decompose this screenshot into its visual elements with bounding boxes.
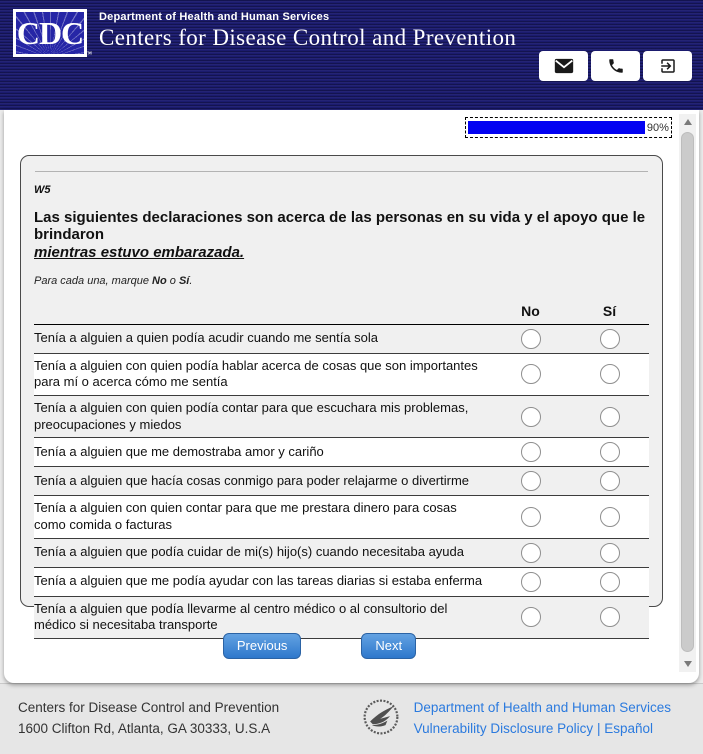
- si-cell: [570, 442, 649, 462]
- statement-text: Tenía a alguien a quien podía acudir cuando me sentía sola: [34, 330, 379, 346]
- question-heading-line2: mientras estuvo embarazada.: [34, 243, 245, 261]
- table-row: [34, 539, 649, 568]
- department-line: Department of Health and Human Services: [99, 11, 330, 23]
- phone-icon: [607, 57, 625, 75]
- statement-text: Tenía a alguien con quien podía hablar acerca de cosas que son importantes para mí o acerca cómo me sentía: [34, 357, 478, 390]
- question-panel: [20, 155, 663, 633]
- scrollbar[interactable]: [679, 114, 696, 672]
- brand-text: [99, 9, 516, 51]
- panel-divider: [35, 171, 648, 172]
- no-cell: [491, 329, 570, 349]
- footer-address: 1600 Clifton Rd, Atlanta, GA 30333, U.S.A: [18, 721, 271, 736]
- espanol-link[interactable]: Español: [604, 721, 654, 736]
- instruction-mid: o: [166, 274, 179, 287]
- radio-si[interactable]: [600, 507, 620, 527]
- table-row: [34, 396, 649, 438]
- no-cell: [491, 471, 570, 491]
- no-cell: [491, 572, 570, 592]
- statement-text: Tenía a alguien que me podía ayudar con las tareas diarias si estaba enferma: [34, 573, 483, 589]
- radio-no[interactable]: [521, 364, 541, 384]
- hhs-logo: [361, 697, 401, 742]
- phone-button[interactable]: [591, 51, 640, 81]
- si-cell: [570, 543, 649, 563]
- question-heading-line1: Las siguientes declaraciones son acerca de las personas en su vida y el apoyo que le brindaron: [34, 209, 646, 244]
- radio-no[interactable]: [521, 407, 541, 427]
- answer-grid-body: [34, 325, 649, 639]
- radio-si[interactable]: [600, 364, 620, 384]
- survey-content-card: [4, 110, 699, 683]
- email-button[interactable]: [539, 51, 588, 81]
- instruction-si: Sí: [178, 274, 190, 287]
- radio-no[interactable]: [521, 329, 541, 349]
- site-header: [0, 0, 703, 110]
- no-cell: [491, 442, 570, 462]
- radio-si[interactable]: [600, 329, 620, 349]
- no-cell: [491, 407, 570, 427]
- statement-text: Tenía a alguien que podía cuidar de mi(s) hijo(s) cuando necesitaba ayuda: [34, 544, 464, 560]
- table-row: [34, 496, 649, 538]
- si-cell: [570, 572, 649, 592]
- instruction-suffix: .: [189, 274, 193, 287]
- question-instruction: [34, 275, 649, 287]
- no-cell: [491, 364, 570, 384]
- statement-text: Tenía a alguien que podía llevarme al centro médico o al consultorio del médico si necesitaba transporte: [34, 600, 448, 633]
- si-cell: [570, 607, 649, 627]
- si-cell: [570, 507, 649, 527]
- column-header-no: No: [521, 302, 540, 319]
- site-footer: [0, 683, 703, 754]
- radio-si[interactable]: [600, 471, 620, 491]
- cdc-logo-text: CDC: [16, 14, 84, 51]
- previous-button[interactable]: Previous: [223, 633, 302, 659]
- radio-no[interactable]: [521, 572, 541, 592]
- progress-bar: [465, 117, 672, 138]
- footer-org-name: Centers for Disease Control and Prevention: [18, 700, 280, 716]
- radio-si[interactable]: [600, 543, 620, 563]
- radio-no[interactable]: [521, 543, 541, 563]
- footer-links: [414, 698, 671, 740]
- column-header-si: Sí: [602, 302, 617, 319]
- no-cell: [491, 543, 570, 563]
- exit-icon: [659, 57, 677, 75]
- radio-no[interactable]: [521, 607, 541, 627]
- si-cell: [570, 364, 649, 384]
- statement-text: Tenía a alguien con quien podía contar para que escuchara mis problemas, preocupaciones y miedos: [34, 400, 469, 432]
- progress-bar-fill: [468, 121, 645, 134]
- cdc-brand: [0, 0, 703, 57]
- link-separator: |: [596, 721, 601, 736]
- question-id: W5: [34, 184, 51, 196]
- statement-text: Tenía a alguien que me demostraba amor y cariño: [34, 443, 324, 459]
- progress-percent-label: 90%: [646, 121, 669, 134]
- radio-no[interactable]: [521, 442, 541, 462]
- triangle-down-icon: [684, 661, 692, 667]
- instruction-prefix: Para cada una, marque: [34, 274, 153, 287]
- footer-links-block: [361, 697, 685, 742]
- instruction-no: No: [152, 274, 167, 287]
- no-cell: [491, 507, 570, 527]
- scrollbar-down-arrow[interactable]: [679, 656, 696, 672]
- statement-text: Tenía a alguien con quien contar para que me prestara dinero para cosas como comida o facturas: [34, 500, 457, 532]
- nav-buttons: [0, 633, 667, 659]
- radio-no[interactable]: [521, 471, 541, 491]
- scrollbar-up-arrow[interactable]: [679, 114, 696, 130]
- table-row: [34, 467, 649, 496]
- next-button[interactable]: Next: [361, 633, 416, 659]
- table-row: [34, 438, 649, 467]
- triangle-up-icon: [684, 119, 692, 125]
- cdc-logo: [13, 9, 92, 58]
- radio-si[interactable]: [600, 607, 620, 627]
- statement-text: Tenía a alguien que hacía cosas conmigo para poder relajarme o divertirme: [34, 472, 470, 488]
- si-cell: [570, 407, 649, 427]
- vulnerability-disclosure-link[interactable]: Vulnerability Disclosure Policy: [413, 721, 594, 736]
- hhs-link[interactable]: Department of Health and Human Services: [413, 700, 671, 716]
- trademark-symbol: ™: [85, 50, 92, 58]
- table-row: [34, 568, 649, 597]
- radio-si[interactable]: [600, 442, 620, 462]
- si-cell: [570, 329, 649, 349]
- radio-si[interactable]: [600, 572, 620, 592]
- radio-si[interactable]: [600, 407, 620, 427]
- exit-button[interactable]: [643, 51, 692, 81]
- scrollbar-thumb[interactable]: [681, 132, 694, 652]
- answer-grid-header: [34, 303, 649, 325]
- footer-address-block: [18, 698, 279, 740]
- question-heading: [34, 209, 649, 261]
- table-row: [34, 325, 649, 354]
- radio-no[interactable]: [521, 507, 541, 527]
- table-row: [34, 354, 649, 396]
- org-line: Centers for Disease Control and Prevention: [99, 25, 517, 50]
- si-cell: [570, 471, 649, 491]
- header-actions: [539, 51, 692, 81]
- email-icon: [554, 58, 574, 74]
- no-cell: [491, 607, 570, 627]
